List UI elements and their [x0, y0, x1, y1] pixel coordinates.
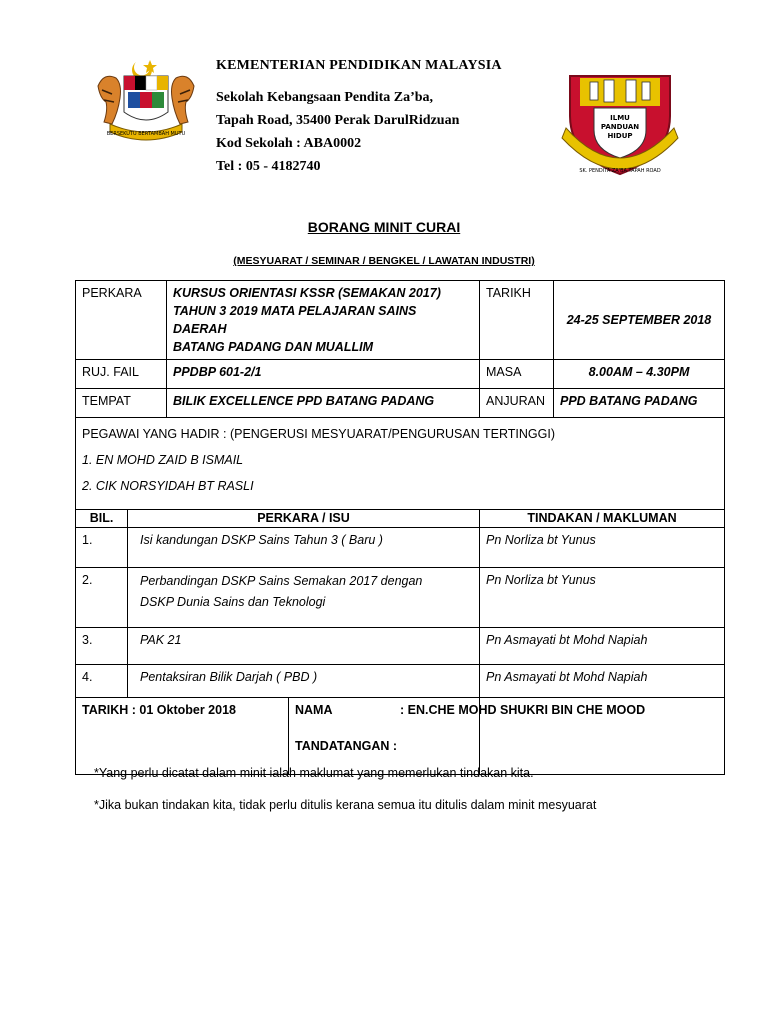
- pegawai-label: PEGAWAI YANG HADIR : (PENGERUSI MESYUARAT/PENGURUSAN TERTINGGI): [82, 427, 555, 441]
- malaysia-coat-of-arms-icon: [90, 56, 202, 144]
- anjuran-value: PPD BATANG PADANG: [554, 389, 725, 418]
- anjuran-label: ANJURAN: [480, 389, 554, 418]
- row-tempat: [76, 389, 725, 418]
- table-row: [76, 568, 725, 628]
- row-bil: 3.: [76, 628, 128, 665]
- row-perkara: [76, 281, 725, 360]
- table-row: [76, 528, 725, 568]
- tarikh-value: 24-25 SEPTEMBER 2018: [554, 281, 725, 360]
- row-tindakan: Pn Norliza bt Yunus: [480, 528, 725, 568]
- perkara-label: PERKARA: [76, 281, 167, 360]
- crest-ribbon-text: SK. PENDITA ZA'BA TAPAH ROAD: [579, 168, 661, 174]
- minutes-table: [75, 280, 725, 775]
- tarikh-label: TARIKH: [480, 281, 554, 360]
- row-bil: 2.: [76, 568, 128, 628]
- ruj-fail-value: PPDBP 601-2/1: [167, 360, 480, 389]
- perkara-value: [167, 281, 480, 360]
- row-ruj-fail: [76, 360, 725, 389]
- row-isu-line-2: DSKP Dunia Sains dan Teknologi: [140, 595, 326, 609]
- table-row: [76, 665, 725, 698]
- row-isu: Pentaksiran Bilik Darjah ( PBD ): [128, 665, 480, 698]
- perkara-line-3: BATANG PADANG DAN MUALLIM: [173, 340, 373, 354]
- form-subtitle: (MESYUARAT / SEMINAR / BENGKEL / LAWATAN INDUSTRI): [233, 255, 535, 267]
- row-isu: Isi kandungan DSKP Sains Tahun 3 ( Baru ): [128, 528, 480, 568]
- form-title: BORANG MINIT CURAI: [307, 219, 461, 235]
- note-2: *Jika bukan tindakan kita, tidak perlu ditulis kerana semua itu ditulis dalam minit mesyuarat: [94, 798, 597, 812]
- crest-text-3: HIDUP: [607, 132, 633, 140]
- footer-tarikh: TARIKH : 01 Oktober 2018: [76, 698, 289, 774]
- pegawai-item-1: 1. EN MOHD ZAID B ISMAIL: [82, 453, 244, 467]
- crest-text-1: ILMU: [610, 114, 630, 122]
- row-bil: 4.: [76, 665, 128, 698]
- row-bil: 1.: [76, 528, 128, 568]
- row-tindakan: Pn Norliza bt Yunus: [480, 568, 725, 628]
- footer-cell: [76, 698, 646, 775]
- school-name: Sekolah Kebangsaan Pendita Za’ba,: [216, 90, 434, 105]
- column-tindakan: TINDAKAN / MAKLUMAN: [480, 510, 725, 528]
- items-header-row: [76, 510, 725, 528]
- perkara-line-1: KURSUS ORIENTASI KSSR (SEMAKAN 2017): [173, 286, 441, 300]
- row-tindakan: Pn Asmayati bt Mohd Napiah: [480, 628, 725, 665]
- masa-label: MASA: [480, 360, 554, 389]
- row-pegawai: [76, 418, 725, 510]
- row-isu: PAK 21: [128, 628, 480, 665]
- row-isu: [128, 568, 480, 628]
- svg-text:BERSEKUTU BERTAMBAH MUTU: BERSEKUTU BERTAMBAH MUTU: [106, 131, 186, 137]
- school-telephone: Tel : 05 - 4182740: [216, 159, 321, 174]
- row-tindakan: Pn Asmayati bt Mohd Napiah: [480, 665, 725, 698]
- note-1: *Yang perlu dicatat dalam minit ialah maklumat yang memerlukan tindakan kita.: [94, 766, 534, 780]
- perkara-line-2: TAHUN 3 2019 MATA PELAJARAN SAINS DAERAH: [173, 304, 417, 336]
- table-row: [76, 628, 725, 665]
- pegawai-cell: [76, 418, 725, 510]
- footer-nama-block: [289, 698, 646, 774]
- column-perkara-isu: PERKARA / ISU: [128, 510, 480, 528]
- row-footer: [76, 698, 725, 775]
- school-address: Tapah Road, 35400 Perak DarulRidzuan: [216, 113, 460, 128]
- crest-text-2: PANDUAN: [600, 123, 640, 131]
- column-bil: BIL.: [76, 510, 128, 528]
- ruj-fail-label: RUJ. FAIL: [76, 360, 167, 389]
- pegawai-item-2: 2. CIK NORSYIDAH BT RASLI: [82, 479, 254, 493]
- tempat-value: BILIK EXCELLENCE PPD BATANG PADANG: [167, 389, 480, 418]
- school-crest-icon: [560, 68, 680, 180]
- tempat-label: TEMPAT: [76, 389, 167, 418]
- row-isu-line-1: Perbandingan DSKP Sains Semakan 2017 dengan: [140, 574, 423, 588]
- masa-value: 8.00AM – 4.30PM: [554, 360, 725, 389]
- school-code: Kod Sekolah : ABA0002: [216, 136, 362, 151]
- ministry-name: KEMENTERIAN PENDIDIKAN MALAYSIA: [216, 58, 502, 73]
- footer-tandatangan: TANDATANGAN :: [295, 739, 398, 753]
- footer-nama-label: NAMA: [295, 703, 333, 717]
- footer-nama-value: : EN.CHE MOHD SHUKRI BIN CHE MOOD: [400, 703, 646, 717]
